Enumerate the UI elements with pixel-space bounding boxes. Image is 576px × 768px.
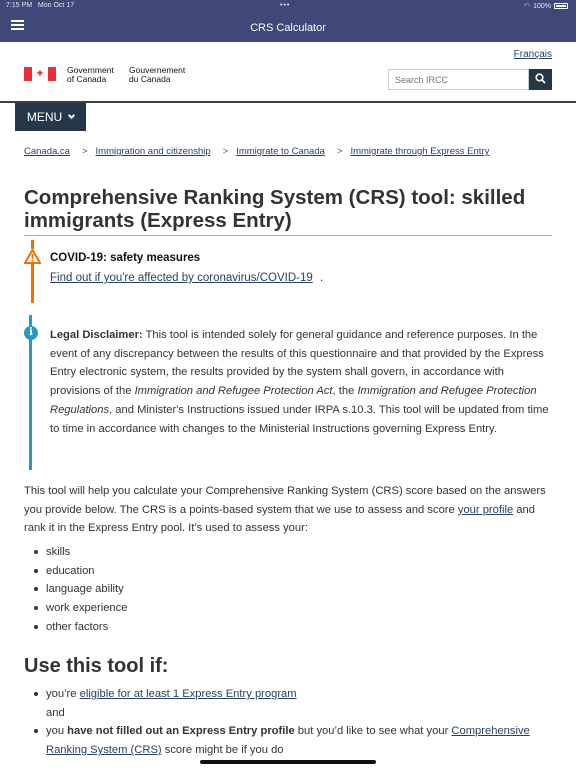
- wifi-icon: ◠: [523, 3, 531, 10]
- status-dots: •••: [280, 2, 291, 9]
- crs-link[interactable]: Comprehensive Ranking System (CRS): [46, 725, 530, 757]
- covid-alert-link[interactable]: Find out if you're affected by coronavirus/COVID-19: [50, 272, 313, 284]
- factors-list: [34, 543, 127, 637]
- language-toggle-link[interactable]: Français: [513, 49, 552, 60]
- breadcrumb-separator: >: [81, 146, 88, 157]
- breadcrumb-canada[interactable]: Canada.ca: [24, 146, 70, 157]
- battery-icon: [554, 3, 568, 9]
- use-tool-heading: Use this tool if:: [24, 655, 169, 677]
- search-button[interactable]: [529, 69, 552, 90]
- your-profile-link[interactable]: your profile: [457, 503, 514, 516]
- list-item: you’re eligible for at least 1 Express Entry program and: [34, 685, 552, 722]
- gov-signature-fr[interactable]: Gouvernement du Canada: [129, 65, 186, 84]
- warning-icon: [24, 249, 41, 264]
- title-rule: [24, 235, 552, 236]
- list-item: other factors: [34, 618, 127, 637]
- breadcrumb-immigration[interactable]: Immigration and citizenship: [95, 146, 211, 157]
- app-title: CRS Calculator: [250, 22, 326, 34]
- canada-flag-icon: ✦: [24, 67, 56, 81]
- breadcrumb-separator: >: [222, 146, 229, 157]
- header-rule: [0, 101, 576, 103]
- search-input[interactable]: [388, 69, 529, 90]
- breadcrumb-express-entry[interactable]: Immigrate through Express Entry: [350, 146, 490, 157]
- list-item: language ability: [34, 580, 127, 599]
- page-title: Comprehensive Ranking System (CRS) tool: skilled immigrants (Express Entry): [24, 186, 526, 232]
- status-right: [524, 2, 568, 10]
- list-item: education: [34, 562, 127, 581]
- breadcrumb: [24, 146, 489, 157]
- covid-alert: COVID-19: safety measures Find out if you're affected by coronavirus/COVID-19 .: [24, 238, 552, 303]
- covid-alert-heading: COVID-19: safety measures: [50, 252, 201, 264]
- eligible-program-link[interactable]: eligible for at least 1 Express Entry program: [79, 688, 297, 700]
- use-tool-list: [34, 685, 552, 760]
- list-item: skills: [34, 543, 127, 562]
- status-bar: [0, 2, 576, 12]
- search-bar: [388, 69, 552, 90]
- list-item: work experience: [34, 599, 127, 618]
- list-item: you have not filled out an Express Entry profile but you’d like to see what your Comprehensive Ranking System (CRS) score might be if you do: [34, 722, 552, 759]
- legal-disclaimer-text: Legal Disclaimer: This tool is intended solely for general guidance and reference purposes. In the event of any discrepancy between the results of this questionnaire and that provided by the Express Entry electronic system, the results provided by the system shall govern, in accordance with provisions of the Immigration and Refugee Protection Act, the Immigration and Refugee Protection Regulations, and Minister's Instructions issued under IRPA s.10.3. This tool will be updated from time to time in accordance with changes to the Ministerial Instructions governing Express Entry.: [50, 329, 549, 435]
- intro-paragraph: This tool will help you calculate your Comprehensive Ranking System (CRS) score based on the answers you provide below. The CRS is a points-based system that we use to assess and score your profile and rank it in the Express Entry pool. It’s used to assess your:: [24, 485, 546, 534]
- info-icon: i: [24, 326, 38, 340]
- gov-signature-en[interactable]: Government of Canada: [67, 65, 114, 84]
- status-time: 7:15 PM Mon Oct 17: [6, 2, 75, 9]
- app-bar: [0, 0, 576, 42]
- home-indicator[interactable]: [200, 760, 376, 764]
- chevron-down-icon: [68, 112, 75, 119]
- breadcrumb-immigrate[interactable]: Immigrate to Canada: [236, 146, 325, 157]
- battery-percent: 100%: [533, 2, 551, 10]
- search-icon: [535, 73, 546, 84]
- legal-disclaimer-alert: [24, 315, 552, 470]
- breadcrumb-separator: >: [336, 146, 343, 157]
- menu-button[interactable]: MENU: [15, 103, 86, 131]
